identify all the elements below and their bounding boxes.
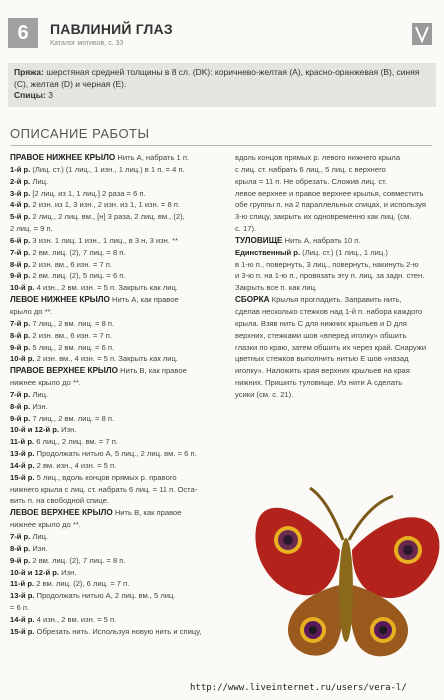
instruction-text: левое верхнее и правое верхнее крылья, совместить: [235, 188, 424, 198]
row-label: 11-й р.: [10, 437, 35, 447]
instruction-text: 4 изн., 2 вм. изн. = 5 п. Закрыть как лиц.: [34, 283, 178, 293]
instruction-text: нижнего крыла с лиц. ст. набрать 6 лиц. = 11 п. Оста-: [10, 484, 198, 494]
source-url: http://www.liveinternet.ru/users/vera-l/: [190, 683, 407, 693]
instruction-line: [235, 188, 435, 200]
instruction-text: нижних. Пришить туловище. Из нити А сделать: [235, 378, 403, 388]
instruction-line: [10, 199, 232, 211]
corner-logo-icon: [412, 23, 432, 45]
section-divider: [10, 145, 432, 146]
yarn-text: шерстяная средней толщины в 8 сл. (DK): коричнево-желтая (А), красно-оранжевая (В), синяя (С), желтая (D) и черная (Е).: [14, 67, 420, 89]
row-label: 6-й р.: [10, 235, 31, 245]
instruction-line: [10, 555, 232, 567]
row-label: 7-й р.: [10, 247, 31, 257]
instruction-text: нижнее крыло до **.: [10, 520, 81, 530]
instruction-line: [10, 401, 232, 413]
row-label: 15-й р.: [10, 626, 35, 636]
part-heading: СБОРКА: [235, 295, 270, 305]
instruction-text: 2 вм. лиц. (2), 7 лиц. = 8 п.: [30, 555, 126, 565]
instruction-line: [10, 602, 232, 614]
instruction-text: 3-ю спицу, закрыть их одновременно как лиц. (см.: [235, 212, 412, 222]
instruction-text: в 1-ю п., повернуть, 3 лиц., повернуть, накинуть 2-ю: [235, 259, 419, 269]
row-label: 7-й р.: [10, 389, 31, 399]
instruction-text: с. 17).: [235, 224, 257, 234]
instructions-left-column: [10, 152, 232, 638]
instruction-line: [10, 377, 232, 389]
instruction-line: [235, 270, 435, 282]
row-label: 15-й р.: [10, 472, 35, 482]
instruction-line: [235, 176, 435, 188]
instruction-line: [235, 330, 435, 342]
instruction-text: 2 вм. лиц. (2), 5 лиц. = 6 п.: [30, 271, 126, 281]
instruction-line: [235, 306, 435, 318]
instructions-right-column: [235, 152, 435, 401]
page-title: ПАВЛИНИЙ ГЛАЗ: [50, 21, 173, 37]
instruction-line: [10, 342, 232, 354]
instruction-line: [10, 389, 232, 401]
instruction-text: Лиц.: [30, 176, 49, 186]
part-heading: ЛЕВОЕ ВЕРХНЕЕ КРЫЛО: [10, 508, 113, 518]
instruction-text: Нить В, как правое: [118, 366, 187, 376]
instruction-line: [10, 590, 232, 602]
part-heading: ТУЛОВИЩЕ: [235, 235, 283, 245]
instruction-line: [235, 318, 435, 330]
row-label: 13-й р.: [10, 449, 35, 459]
instruction-line: [10, 626, 232, 638]
instruction-text: 2 вм. лиц. (2), 7 лиц. = 8 п.: [30, 247, 126, 257]
section-heading-line: [10, 152, 232, 164]
section-heading-line: [235, 235, 435, 247]
row-label: 14-й р.: [10, 460, 35, 470]
row-label: 9-й р.: [10, 271, 31, 281]
instruction-text: Нить А, набрать 10 п.: [282, 235, 361, 245]
instruction-line: [10, 567, 232, 579]
instruction-text: Изн.: [59, 567, 77, 577]
instruction-text: Нить А, как правое: [109, 295, 179, 305]
row-label: 8-й р.: [10, 401, 31, 411]
instruction-line: [235, 389, 435, 401]
instruction-text: 2 изн. вм., 6 изн. = 7 п.: [30, 259, 112, 269]
instruction-line: [10, 353, 232, 365]
section-title: ОПИСАНИЕ РАБОТЫ: [10, 126, 150, 141]
instruction-line: [10, 436, 232, 448]
instruction-line: [10, 259, 232, 271]
section-heading-line: [10, 294, 232, 306]
instruction-line: [235, 164, 435, 176]
instruction-line: [10, 247, 232, 259]
instruction-text: 5 лиц., 2 вм. лиц. = 6 п.: [30, 342, 115, 352]
instruction-text: Продолжать нитью А, 2 лиц. вм., 5 лиц.: [34, 591, 176, 601]
row-label: 5-й р.: [10, 212, 31, 222]
instruction-text: крыла = 11 п. Не обрезать. Сложив лиц. ст.: [235, 176, 387, 186]
row-label: 10-й и 12-й р.: [10, 567, 60, 577]
instruction-line: [235, 223, 435, 235]
instruction-text: 2 изн. вм., 6 изн. = 7 п.: [30, 330, 112, 340]
row-label: 1-й р.: [10, 164, 31, 174]
instruction-text: крыла. Взяв нить С для нижних крыльев и D для: [235, 318, 407, 328]
instruction-line: [10, 460, 232, 472]
instruction-text: 4 изн., 2 вм. изн. = 5 п.: [34, 614, 117, 624]
instruction-text: Закрыть все п. как лиц.: [235, 283, 318, 293]
instruction-text: иголку». Наложить края верхних крыльев на края: [235, 366, 410, 376]
instruction-line: [10, 282, 232, 294]
instruction-text: Продолжать нитью А, 5 лиц., 2 лиц. вм. = 6 п.: [34, 449, 197, 459]
instruction-text: нижнее крыло до **.: [10, 378, 81, 388]
instruction-line: [10, 531, 232, 543]
instruction-text: цветных стежков выполнить нитью Е шов «назад: [235, 354, 409, 364]
instruction-line: [10, 330, 232, 342]
instruction-text: сделав несколько стежков над 1-й п. набора каждого: [235, 306, 423, 316]
instruction-line: [10, 495, 232, 507]
section-heading-line: [10, 365, 232, 377]
row-label: 9-й р.: [10, 555, 31, 565]
instruction-line: [10, 472, 232, 484]
row-label: 7-й р.: [10, 318, 31, 328]
instruction-line: [10, 306, 232, 318]
instruction-text: вдоль концов прямых р. левого нижнего крыла: [235, 153, 401, 162]
instruction-text: Лиц.: [30, 532, 49, 541]
needles-text: 3: [48, 90, 53, 100]
instruction-text: (Лиц. ст.) (1 лиц., 1 изн., 1 лиц.) в 1 п. = 4 п.: [30, 164, 185, 174]
section-heading-line: [10, 507, 232, 519]
row-label: 8-й р.: [10, 330, 31, 340]
instruction-line: [10, 448, 232, 460]
instruction-text: Лиц.: [30, 389, 49, 399]
instruction-text: 2 лиц. = 9 п.: [10, 224, 53, 234]
row-label: 13-й р.: [10, 591, 35, 601]
instruction-text: вить п. на свободной спице.: [10, 496, 110, 506]
catalog-reference: Каталог мотивов, с. 33: [50, 40, 124, 47]
instruction-line: [10, 188, 232, 200]
instruction-text: 2 вм. изн., 4 изн. = 5 п.: [34, 460, 117, 470]
row-label: 8-й р.: [10, 259, 31, 269]
row-label: 11-й р.: [10, 579, 35, 589]
instruction-text: 5 лиц., вдоль концов прямых р. правого: [34, 472, 177, 482]
instruction-text: верхних, стежками шов «вперед иголку» обшить: [235, 330, 407, 340]
instruction-text: Изн.: [30, 401, 48, 411]
part-heading: ЛЕВОЕ НИЖНЕЕ КРЫЛО: [10, 295, 110, 305]
instruction-text: Крылья прогладить. Заправить нить,: [269, 295, 402, 305]
row-label: 3-й р.: [10, 188, 31, 198]
instruction-text: 7 лиц., 2 вм. лиц. = 8 п.: [30, 413, 115, 423]
row-label: 9-й р.: [10, 342, 31, 352]
section-heading-line: [235, 294, 435, 306]
instruction-text: обе группы п. на 2 параллельных спицах, и используя: [235, 200, 426, 210]
instruction-text: [2 лиц. из 1, 1 лиц.] 2 раза = 6 п.: [30, 188, 146, 198]
instruction-line: [235, 365, 435, 377]
instruction-text: с лиц. ст. набрать 6 лиц., 5 лиц. с верхнего: [235, 164, 386, 174]
instruction-line: [10, 176, 232, 188]
instruction-text: 3 изн. 1 лиц. 1 изн., 1 лиц., в 3 н, 3 изн. **: [30, 235, 178, 245]
instruction-line: [10, 164, 232, 176]
instruction-text: 2 изн. вм., 4 изн. = 5 п. Закрыть как лиц.: [34, 354, 178, 364]
instruction-line: [10, 424, 232, 436]
instruction-line: [235, 259, 435, 271]
instruction-line: [10, 211, 232, 223]
row-label: 8-й р.: [10, 543, 31, 553]
part-heading: ПРАВОЕ НИЖНЕЕ КРЫЛО: [10, 153, 116, 162]
instruction-text: Изн.: [59, 425, 77, 435]
instruction-line: [10, 235, 232, 247]
instruction-line: [235, 211, 435, 223]
row-label: 10-й и 12-й р.: [10, 425, 60, 435]
instruction-line: [235, 199, 435, 211]
instruction-text: 6 лиц., 2 лиц. вм. = 7 п.: [34, 437, 118, 447]
row-label: 2-й р.: [10, 176, 31, 186]
instruction-line: [10, 519, 232, 531]
instruction-line: [235, 247, 435, 259]
butterfly-illustration: [248, 480, 444, 670]
instruction-line: [10, 270, 232, 282]
instruction-text: крыло до **.: [10, 306, 53, 316]
page-header: [0, 0, 444, 52]
row-label: 10-й р.: [10, 283, 35, 293]
instruction-line: [235, 152, 435, 164]
yarn-label: Пряжа:: [14, 67, 44, 77]
instruction-text: 7 лиц., 2 вм. лиц. = 8 п.: [30, 318, 115, 328]
instruction-text: глазки по краю, затем обшить их через край. Снаружи: [235, 342, 427, 352]
materials-box: [8, 63, 436, 107]
instruction-line: [235, 282, 435, 294]
part-heading: ПРАВОЕ ВЕРХНЕЕ КРЫЛО: [10, 366, 119, 376]
row-label: 9-й р.: [10, 413, 31, 423]
instruction-line: [10, 543, 232, 555]
row-label: 10-й р.: [10, 354, 35, 364]
row-label: 14-й р.: [10, 614, 35, 624]
row-label: Единственный р.: [235, 247, 301, 257]
instruction-text: Нить А, набрать 1 п.: [115, 153, 190, 162]
instruction-text: = 6 п.: [10, 603, 30, 613]
row-label: 7-й р.: [10, 532, 31, 541]
instruction-text: усики (см. с. 21).: [235, 389, 294, 399]
instruction-text: и 3-ю п. на 1-ю п., провязать эту п. лиц. за задн. стен.: [235, 271, 425, 281]
instruction-text: (Лиц. ст.) (1 лиц., 1 лиц.): [300, 247, 388, 257]
row-label: 4-й р.: [10, 200, 31, 210]
instruction-text: Нить В, как правое: [112, 508, 182, 518]
instruction-line: [10, 413, 232, 425]
instruction-line: [10, 318, 232, 330]
instruction-text: 2 изн. из 1, 3 изн., 2 изн. из 1, 1 изн. = 8 п.: [30, 200, 181, 210]
instruction-line: [10, 484, 232, 496]
instruction-line: [10, 614, 232, 626]
instruction-line: [235, 377, 435, 389]
instruction-line: [235, 342, 435, 354]
instruction-line: [10, 578, 232, 590]
pattern-number-badge: 6: [8, 18, 38, 48]
needles-label: Спицы:: [14, 90, 46, 100]
instruction-line: [235, 353, 435, 365]
instruction-text: 2 вм. лиц. (2), 6 лиц. = 7 п.: [34, 579, 130, 589]
instruction-text: Обрезать нить. Используя новую нить и спицу,: [34, 626, 202, 636]
instruction-text: 2 лиц., 2 лиц. вм., [н] 3 раза, 2 лиц. вм., (2),: [30, 212, 185, 222]
instruction-text: Изн.: [30, 543, 48, 553]
instruction-line: [10, 223, 232, 235]
